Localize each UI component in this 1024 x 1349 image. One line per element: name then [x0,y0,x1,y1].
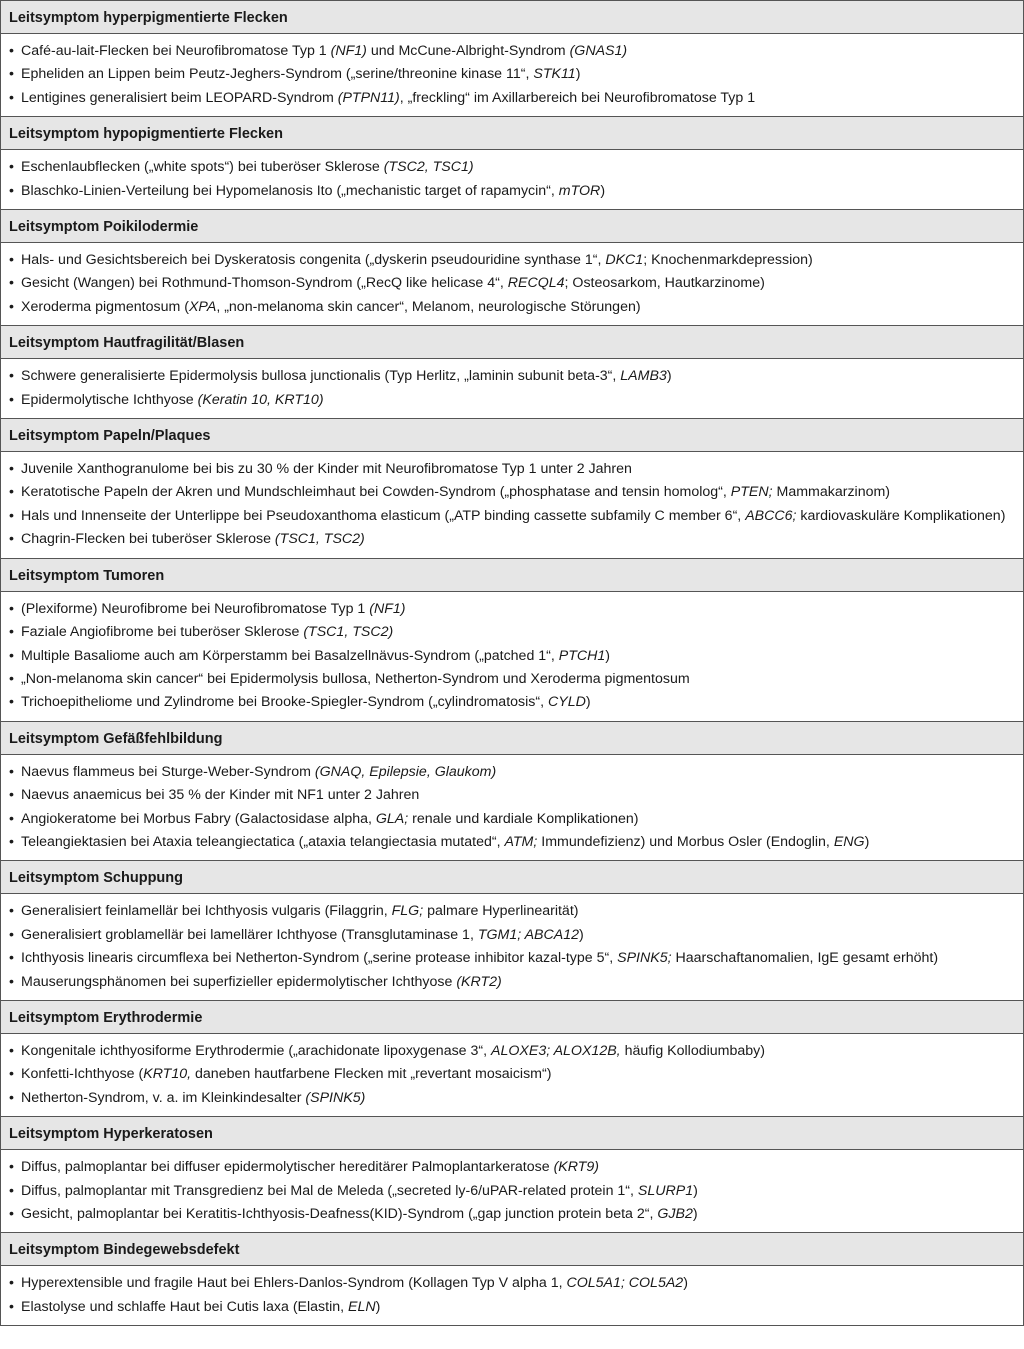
item-text: Xeroderma pigmentosum ( [21,298,189,315]
list-item [9,1272,1015,1295]
gene-symbol: (Keratin 10, KRT10) [197,391,324,408]
gene-symbol: ATM; [504,833,538,850]
section-body [1,359,1024,419]
gene-symbol: PTEN; [730,484,773,501]
section-header: Leitsymptom Poikilodermie [1,210,1024,243]
item-text: Lentigines generalisiert beim LEOPARD-Syndrom [21,89,338,106]
item-text: ) [579,926,584,943]
item-text: , „freckling“ im Axillarbereich bei Neurofibromatose Typ 1 [399,89,756,106]
item-text: Netherton-Syndrom, v. a. im Kleinkindesalter [21,1089,306,1106]
list-item [9,249,1015,272]
list-item [9,784,1015,807]
section-header: Leitsymptom Hautfragilität/Blasen [1,326,1024,359]
gene-symbol: (GNAS1) [569,43,628,59]
list-item [9,808,1015,831]
gene-symbol: (NF1) [369,600,406,617]
gene-symbol: ABCC6; [745,507,797,524]
section-body [1,452,1024,559]
list-item [9,1156,1015,1179]
gene-symbol: (PTPN11) [337,89,400,106]
item-text: Angiokeratome bei Morbus Fabry (Galactosidase alpha, [21,810,376,827]
section-body [1,1150,1024,1233]
list-item [9,924,1015,947]
item-text: Hals- und Gesichtsbereich bei Dyskeratosis congenita („dyskerin pseudouridine synthase 1“, [21,252,606,269]
item-text: häufig Kollodiumbaby) [620,1042,765,1059]
gene-symbol: (KRT9) [553,1159,600,1176]
item-text: Epheliden an Lippen beim Peutz-Jeghers-Syndrom („serine/threonine kinase 11“, [21,66,534,83]
list-item [9,1203,1015,1226]
gene-symbol: GLA; [375,810,409,827]
item-text: Naevus flammeus bei Sturge-Weber-Syndrom [21,763,315,780]
list-item [9,505,1015,528]
list-item [9,1296,1015,1319]
list-item [9,947,1015,970]
item-text: Konfetti-Ichthyose ( [21,1066,144,1083]
list-item [9,598,1015,621]
section-body [1,894,1024,1001]
item-text: ) [605,647,611,664]
list-item [9,621,1015,644]
item-text: ) [692,1206,698,1222]
item-text: Hals und Innenseite der Unterlippe bei Pseudoxanthoma elasticum („ATP binding cassette subfamily C member 6“, [21,507,746,524]
gene-symbol: ELN [348,1298,376,1315]
list-item [9,272,1015,295]
section-header: Leitsymptom Erythrodermie [1,1001,1024,1034]
item-text: (Plexiforme) Neurofibrome bei Neurofibromatose Typ 1 [21,600,370,617]
item-text: ) [864,833,870,850]
list-item [9,668,1015,691]
section-body [1,243,1024,326]
section-header: Leitsymptom Schuppung [1,861,1024,894]
gene-symbol: (NF1) [330,43,367,59]
item-text: Mauserungsphänomen bei superfizieller epidermolytischer Ichthyose [21,973,457,990]
gene-symbol: (KRT2) [456,973,502,990]
list-item [9,481,1015,504]
section-header: Leitsymptom Hyperkeratosen [1,1117,1024,1150]
item-text: Diffus, palmoplantar bei diffuser epidermolytischer hereditärer Palmoplantarkeratose [21,1159,554,1176]
gene-symbol: GJB2 [657,1206,693,1222]
item-text: Blaschko-Linien-Verteilung bei Hypomelanosis Ito („mechanistic target of rapamycin“, [21,182,559,199]
section-header: Leitsymptom Tumoren [1,559,1024,592]
gene-symbol: (TSC2, TSC1) [383,159,474,176]
item-text: Gesicht, palmoplantar bei Keratitis-Ichthyosis-Deafness(KID)-Syndrom („gap junction protein beta 2“, [21,1206,658,1222]
list-item [9,691,1015,714]
list-item [9,40,1015,63]
gene-symbol: ALOXE3; ALOX12B, [491,1042,621,1059]
item-text: ) [666,368,672,385]
gene-symbol: DKC1 [605,252,644,269]
section-body [1,1034,1024,1117]
item-text: Keratotische Papeln der Akren und Mundschleimhaut bei Cowden-Syndrom („phosphatase and tensin homolog“, [21,484,731,501]
section-header: Leitsymptom hyperpigmentierte Flecken [1,1,1024,34]
section-body [1,592,1024,722]
item-text: Chagrin-Flecken bei tuberöser Sklerose [21,531,275,548]
gene-symbol: mTOR [558,182,601,199]
list-item [9,389,1015,412]
item-text: Epidermolytische Ichthyose [21,391,198,408]
item-text: ) [693,1182,698,1199]
list-item [9,180,1015,203]
item-text: Mammakarzinom) [772,484,891,501]
item-text: Trichoepitheliome und Zylindrome bei Brooke-Spiegler-Syndrom („cylindromatosis“, [21,694,548,711]
item-text: ; Knochenmarkdepression) [643,252,813,269]
list-item [9,458,1015,481]
item-text: palmare Hyperlinearität) [423,903,579,920]
list-item [9,296,1015,319]
list-item [9,1040,1015,1063]
item-text: Café-au-lait-Flecken bei Neurofibromatose Typ 1 [21,43,331,59]
section-body [1,150,1024,210]
list-item [9,761,1015,784]
item-text: kardiovaskuläre Komplikationen) [796,507,1006,524]
gene-symbol: XPA [188,298,217,315]
item-text: ) [585,694,591,711]
gene-symbol: (TSC1, TSC2) [274,531,365,548]
list-item [9,528,1015,551]
item-text: ) [375,1298,381,1315]
item-text: Eschenlaubflecken („white spots“) bei tuberöser Sklerose [21,159,384,176]
item-text: Gesicht (Wangen) bei Rothmund-Thomson-Syndrom („RecQ like helicase 4“, [21,275,508,292]
list-item [9,156,1015,179]
section-body [1,755,1024,862]
gene-symbol: PTCH1 [558,647,606,664]
item-text: daneben hautfarbene Flecken mit „revertant mosaicism“) [191,1066,552,1083]
item-text: Generalisiert groblamellär bei lamellärer Ichthyose (Transglutaminase 1, [21,926,478,943]
list-item [9,1063,1015,1086]
item-text: Multiple Basaliome auch am Körperstamm bei Basalzellnävus-Syndrom („patched 1“, [21,647,559,664]
item-text: Naevus anaemicus bei 35 % der Kinder mit NF1 unter 2 Jahren [21,787,420,804]
item-text: Hyperextensible und fragile Haut bei Ehlers-Danlos-Syndrom (Kollagen Typ V alpha 1, [21,1275,567,1292]
section-header: Leitsymptom Papeln/Plaques [1,419,1024,452]
item-text: Ichthyosis linearis circumflexa bei Netherton-Syndrom („serine protease inhibitor kazal-type 5“, [21,950,618,967]
gene-symbol: (GNAQ, Epilepsie, Glaukom) [314,763,497,780]
item-text: Faziale Angiofibrome bei tuberöser Sklerose [21,624,304,641]
list-item [9,1180,1015,1203]
list-item [9,831,1015,854]
item-text: Diffus, palmoplantar mit Transgredienz bei Mal de Meleda („secreted ly-6/uPAR-related protein 1“, [21,1182,638,1199]
item-text: Immundefizienz) und Morbus Osler (Endoglin, [537,833,834,850]
gene-symbol: (SPINK5) [305,1089,366,1106]
gene-symbol: RECQL4 [507,275,565,292]
gene-symbol: SPINK5; [617,950,672,967]
section-body [1,1266,1024,1326]
gene-symbol: LAMB3 [620,368,667,385]
item-text: Haarschaftanomalien, IgE gesamt erhöht) [671,950,939,967]
gene-symbol: ENG [833,833,865,850]
list-item [9,87,1015,110]
item-text: Elastolyse und schlaffe Haut bei Cutis laxa (Elastin, [21,1298,349,1315]
list-item [9,971,1015,994]
item-text: ) [575,66,581,83]
gene-symbol: KRT10, [143,1066,192,1083]
item-text: „Non-melanoma skin cancer“ bei Epidermolysis bullosa, Netherton-Syndrom und Xeroderma pigmentosum [21,670,690,687]
gene-symbol: CYLD [547,694,586,711]
list-item [9,900,1015,923]
list-item [9,63,1015,86]
item-text: Kongenitale ichthyosiforme Erythrodermie („arachidonate lipoxygenase 3“, [21,1042,492,1059]
item-text: , „non-melanoma skin cancer“, Melanom, neurologische Störungen) [216,298,641,315]
section-header: Leitsymptom Bindegewebsdefekt [1,1233,1024,1266]
item-text: ) [600,182,606,199]
section-header: Leitsymptom hypopigmentierte Flecken [1,117,1024,150]
list-item [9,1087,1015,1110]
item-text: Generalisiert feinlamellär bei Ichthyosis vulgaris (Filaggrin, [21,903,392,920]
item-text: ; Osteosarkom, Hautkarzinome) [564,275,765,292]
item-text: renale und kardiale Komplikationen) [408,810,639,827]
item-text: Teleangiektasien bei Ataxia teleangiectatica („ataxia telangiectasia mutated“, [21,833,505,850]
item-text: Schwere generalisierte Epidermolysis bullosa junctionalis (Typ Herlitz, „laminin subunit beta-3“, [21,368,621,385]
list-item [9,365,1015,388]
gene-symbol: SLURP1 [637,1182,694,1199]
item-text: Juvenile Xanthogranulome bei bis zu 30 % der Kinder mit Neurofibromatose Typ 1 unter 2 Jahren [21,461,632,478]
section-header: Leitsymptom Gefäßfehlbildung [1,722,1024,755]
item-text: und McCune-Albright-Syndrom [366,43,570,59]
list-item [9,645,1015,668]
section-body [1,34,1024,117]
gene-symbol: STK11 [533,66,576,83]
gene-symbol: COL5A1; COL5A2 [566,1275,684,1292]
item-text: ) [683,1275,688,1292]
gene-symbol: (TSC1, TSC2) [303,624,394,641]
gene-symbol: FLG; [391,903,424,920]
gene-symbol: TGM1; ABCA12 [477,926,580,943]
